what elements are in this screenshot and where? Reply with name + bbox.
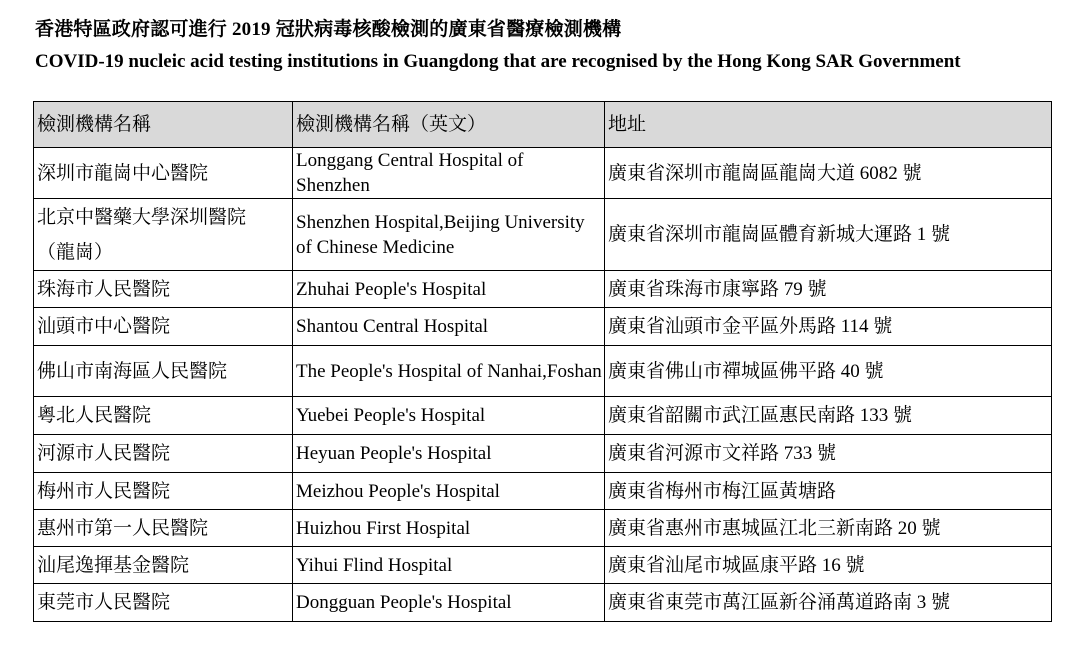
institution-name-chinese: 佛山市南海區人民醫院 xyxy=(37,360,228,382)
cell-address: 廣東省惠州市惠城區江北三新南路 20 號 xyxy=(605,510,1052,547)
institution-name-chinese: 河源市人民醫院 xyxy=(37,443,171,464)
table-row xyxy=(34,435,1052,473)
table-row xyxy=(34,584,1052,622)
table-row xyxy=(34,397,1052,435)
cell-name-chinese xyxy=(34,148,293,199)
cell-name-chinese xyxy=(34,308,293,346)
cell-name-english: Zhuhai People's Hospital xyxy=(293,271,605,308)
cell-name-chinese xyxy=(34,473,293,510)
cell-name-english: Yihui Flind Hospital xyxy=(293,547,605,584)
cell-name-english: Huizhou First Hospital xyxy=(293,510,605,547)
table-row xyxy=(34,271,1052,308)
institution-name-chinese: 梅州市人民醫院 xyxy=(37,480,171,502)
institution-name-chinese: 汕尾逸揮基金醫院 xyxy=(37,554,190,576)
header-name-english: 檢測機構名稱（英文） xyxy=(293,102,605,148)
document-title-chinese: 香港特區政府認可進行 2019 冠狀病毒核酸檢測的廣東省醫療檢測機構 xyxy=(35,19,622,40)
cell-address: 廣東省深圳市龍崗區體育新城大運路 1 號 xyxy=(605,199,1052,271)
cell-name-chinese xyxy=(34,271,293,308)
institution-name-chinese: 惠州市第一人民醫院 xyxy=(37,517,209,539)
cell-address: 廣東省佛山市禪城區佛平路 40 號 xyxy=(605,346,1052,397)
cell-name-english: Heyuan People's Hospital xyxy=(293,435,605,473)
institutions-table xyxy=(33,101,1052,622)
institution-name-chinese-suffix: （龍崗） xyxy=(37,241,114,263)
table-row xyxy=(34,510,1052,547)
institution-name-chinese: 珠海市人民醫院 xyxy=(37,278,171,300)
table-row xyxy=(34,547,1052,584)
cell-address: 廣東省河源市文祥路 733 號 xyxy=(605,435,1052,473)
cell-name-english: Shantou Central Hospital xyxy=(293,308,605,346)
cell-address: 廣東省東莞市萬江區新谷涌萬道路南 3 號 xyxy=(605,584,1052,622)
institution-name-chinese: 深圳市龍崗中心醫院 xyxy=(37,162,209,184)
institution-name-chinese: 北京中醫藥大學深圳醫院 xyxy=(37,206,247,228)
cell-address: 廣東省汕尾市城區康平路 16 號 xyxy=(605,547,1052,584)
table-body xyxy=(34,148,1052,622)
cell-name-chinese xyxy=(34,547,293,584)
cell-name-english: Longgang Central Hospital of Shenzhen xyxy=(293,148,605,199)
cell-name-english: The People's Hospital of Nanhai,Foshan xyxy=(293,346,605,397)
table-row xyxy=(34,199,1052,271)
cell-name-english: Shenzhen Hospital,Beijing University of Chinese Medicine xyxy=(293,199,605,271)
header-name-chinese: 檢測機構名稱 xyxy=(34,102,293,148)
cell-name-english: Yuebei People's Hospital xyxy=(293,397,605,435)
cell-name-chinese xyxy=(34,397,293,435)
cell-address: 廣東省深圳市龍崗區龍崗大道 6082 號 xyxy=(605,148,1052,199)
institution-name-chinese: 汕頭市中心醫院 xyxy=(37,316,171,337)
cell-name-chinese xyxy=(34,584,293,622)
table-header-row xyxy=(34,102,1052,148)
table-row xyxy=(34,308,1052,346)
cell-address: 廣東省韶關市武江區惠民南路 133 號 xyxy=(605,397,1052,435)
cell-address: 廣東省梅州市梅江區黃塘路 xyxy=(605,473,1052,510)
cell-name-chinese xyxy=(34,346,293,397)
header-address: 地址 xyxy=(605,102,1052,148)
cell-name-chinese xyxy=(34,199,293,271)
document-title-english: COVID-19 nucleic acid testing institutions in Guangdong that are recognised by the Hong Kong SAR Government xyxy=(35,51,961,72)
cell-name-english: Dongguan People's Hospital xyxy=(293,584,605,622)
cell-name-chinese xyxy=(34,510,293,547)
cell-address: 廣東省汕頭市金平區外馬路 114 號 xyxy=(605,308,1052,346)
cell-address: 廣東省珠海市康寧路 79 號 xyxy=(605,271,1052,308)
cell-name-chinese xyxy=(34,435,293,473)
table-row xyxy=(34,346,1052,397)
institution-name-chinese: 東莞市人民醫院 xyxy=(37,592,171,613)
table-row xyxy=(34,148,1052,199)
institution-name-chinese: 粵北人民醫院 xyxy=(37,405,152,426)
table-row xyxy=(34,473,1052,510)
cell-name-english: Meizhou People's Hospital xyxy=(293,473,605,510)
